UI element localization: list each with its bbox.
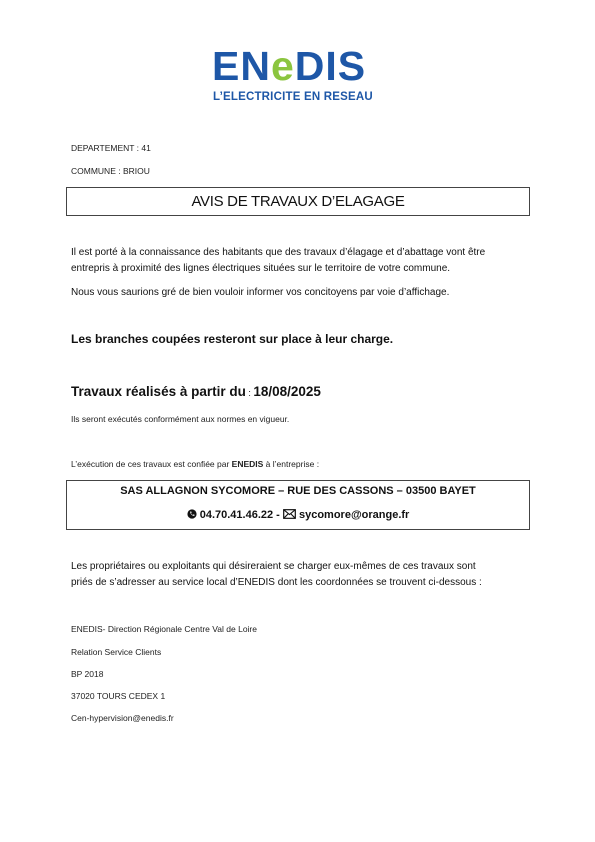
logo-word-e: e [270, 43, 295, 89]
company-separator: - [273, 509, 283, 521]
commune-label: COMMUNE : BRIOU [71, 166, 150, 176]
intro-paragraph [71, 245, 541, 277]
company-email[interactable]: sycomore@orange.fr [298, 509, 410, 521]
execution-brand: ENEDIS [231, 459, 264, 469]
departement-label: DEPARTEMENT : 41 [71, 143, 151, 153]
branches-note: Les branches coupées resteront sur place à leur charge. [71, 332, 394, 346]
contact-city: 37020 TOURS CEDEX 1 [71, 691, 166, 701]
page-title: AVIS DE TRAVAUX D’ELAGAGE [191, 193, 405, 210]
logo-wordmark [212, 43, 367, 89]
owners-line-1: Les propriétaires ou exploitants qui désireraient se charger eux-mêmes de ces travaux sont [71, 561, 476, 572]
intro-line-3: Nous vous saurions gré de bien vouloir informer vos concitoyens par voie d’affichage. [71, 287, 450, 298]
company-name-address: SAS ALLAGNON SYCOMORE – RUE DES CASSONS – 03500 BAYET [120, 485, 476, 497]
contact-email[interactable]: Cen-hypervision@enedis.fr [71, 713, 174, 723]
title-box [66, 187, 530, 216]
contact-bp: BP 2018 [71, 669, 104, 679]
logo-word-prefix: EN [212, 43, 271, 89]
intro-line-2: entrepris à proximité des lignes électriques situées sur le territoire de votre commune. [71, 263, 451, 274]
company-box [66, 480, 530, 530]
works-label: Travaux réalisés à partir du [71, 384, 246, 399]
works-date: 18/08/2025 [253, 384, 321, 399]
contact-org: ENEDIS- Direction Régionale Centre Val de Loire [71, 624, 257, 634]
company-contact-line [67, 509, 529, 522]
owners-line-2: priés de s’adresser au service local d’ENEDIS dont les coordonnées se trouvent ci-dessous : [71, 577, 482, 588]
phone-icon [187, 509, 197, 522]
intro-line-1: Il est porté à la connaissance des habitants que des travaux d’élagage et d’abattage vont être [71, 247, 486, 258]
envelope-icon [283, 509, 296, 522]
enedis-logo [212, 43, 384, 106]
logo-word-suffix: DIS [294, 43, 367, 89]
works-colon: : [245, 388, 254, 398]
company-phone: 04.70.41.46.22 [199, 509, 274, 521]
execution-line [71, 459, 319, 469]
logo-tagline: L’ELECTRICITE EN RESEAU [213, 91, 373, 103]
execution-before: L’exécution de ces travaux est confiée par [71, 459, 232, 469]
works-date-line [71, 384, 321, 399]
owners-paragraph [71, 559, 541, 591]
contact-service: Relation Service Clients [71, 647, 162, 657]
execution-after: à l’entreprise : [263, 459, 320, 469]
works-note: Ils seront exécutés conformément aux normes en vigueur. [71, 414, 290, 424]
